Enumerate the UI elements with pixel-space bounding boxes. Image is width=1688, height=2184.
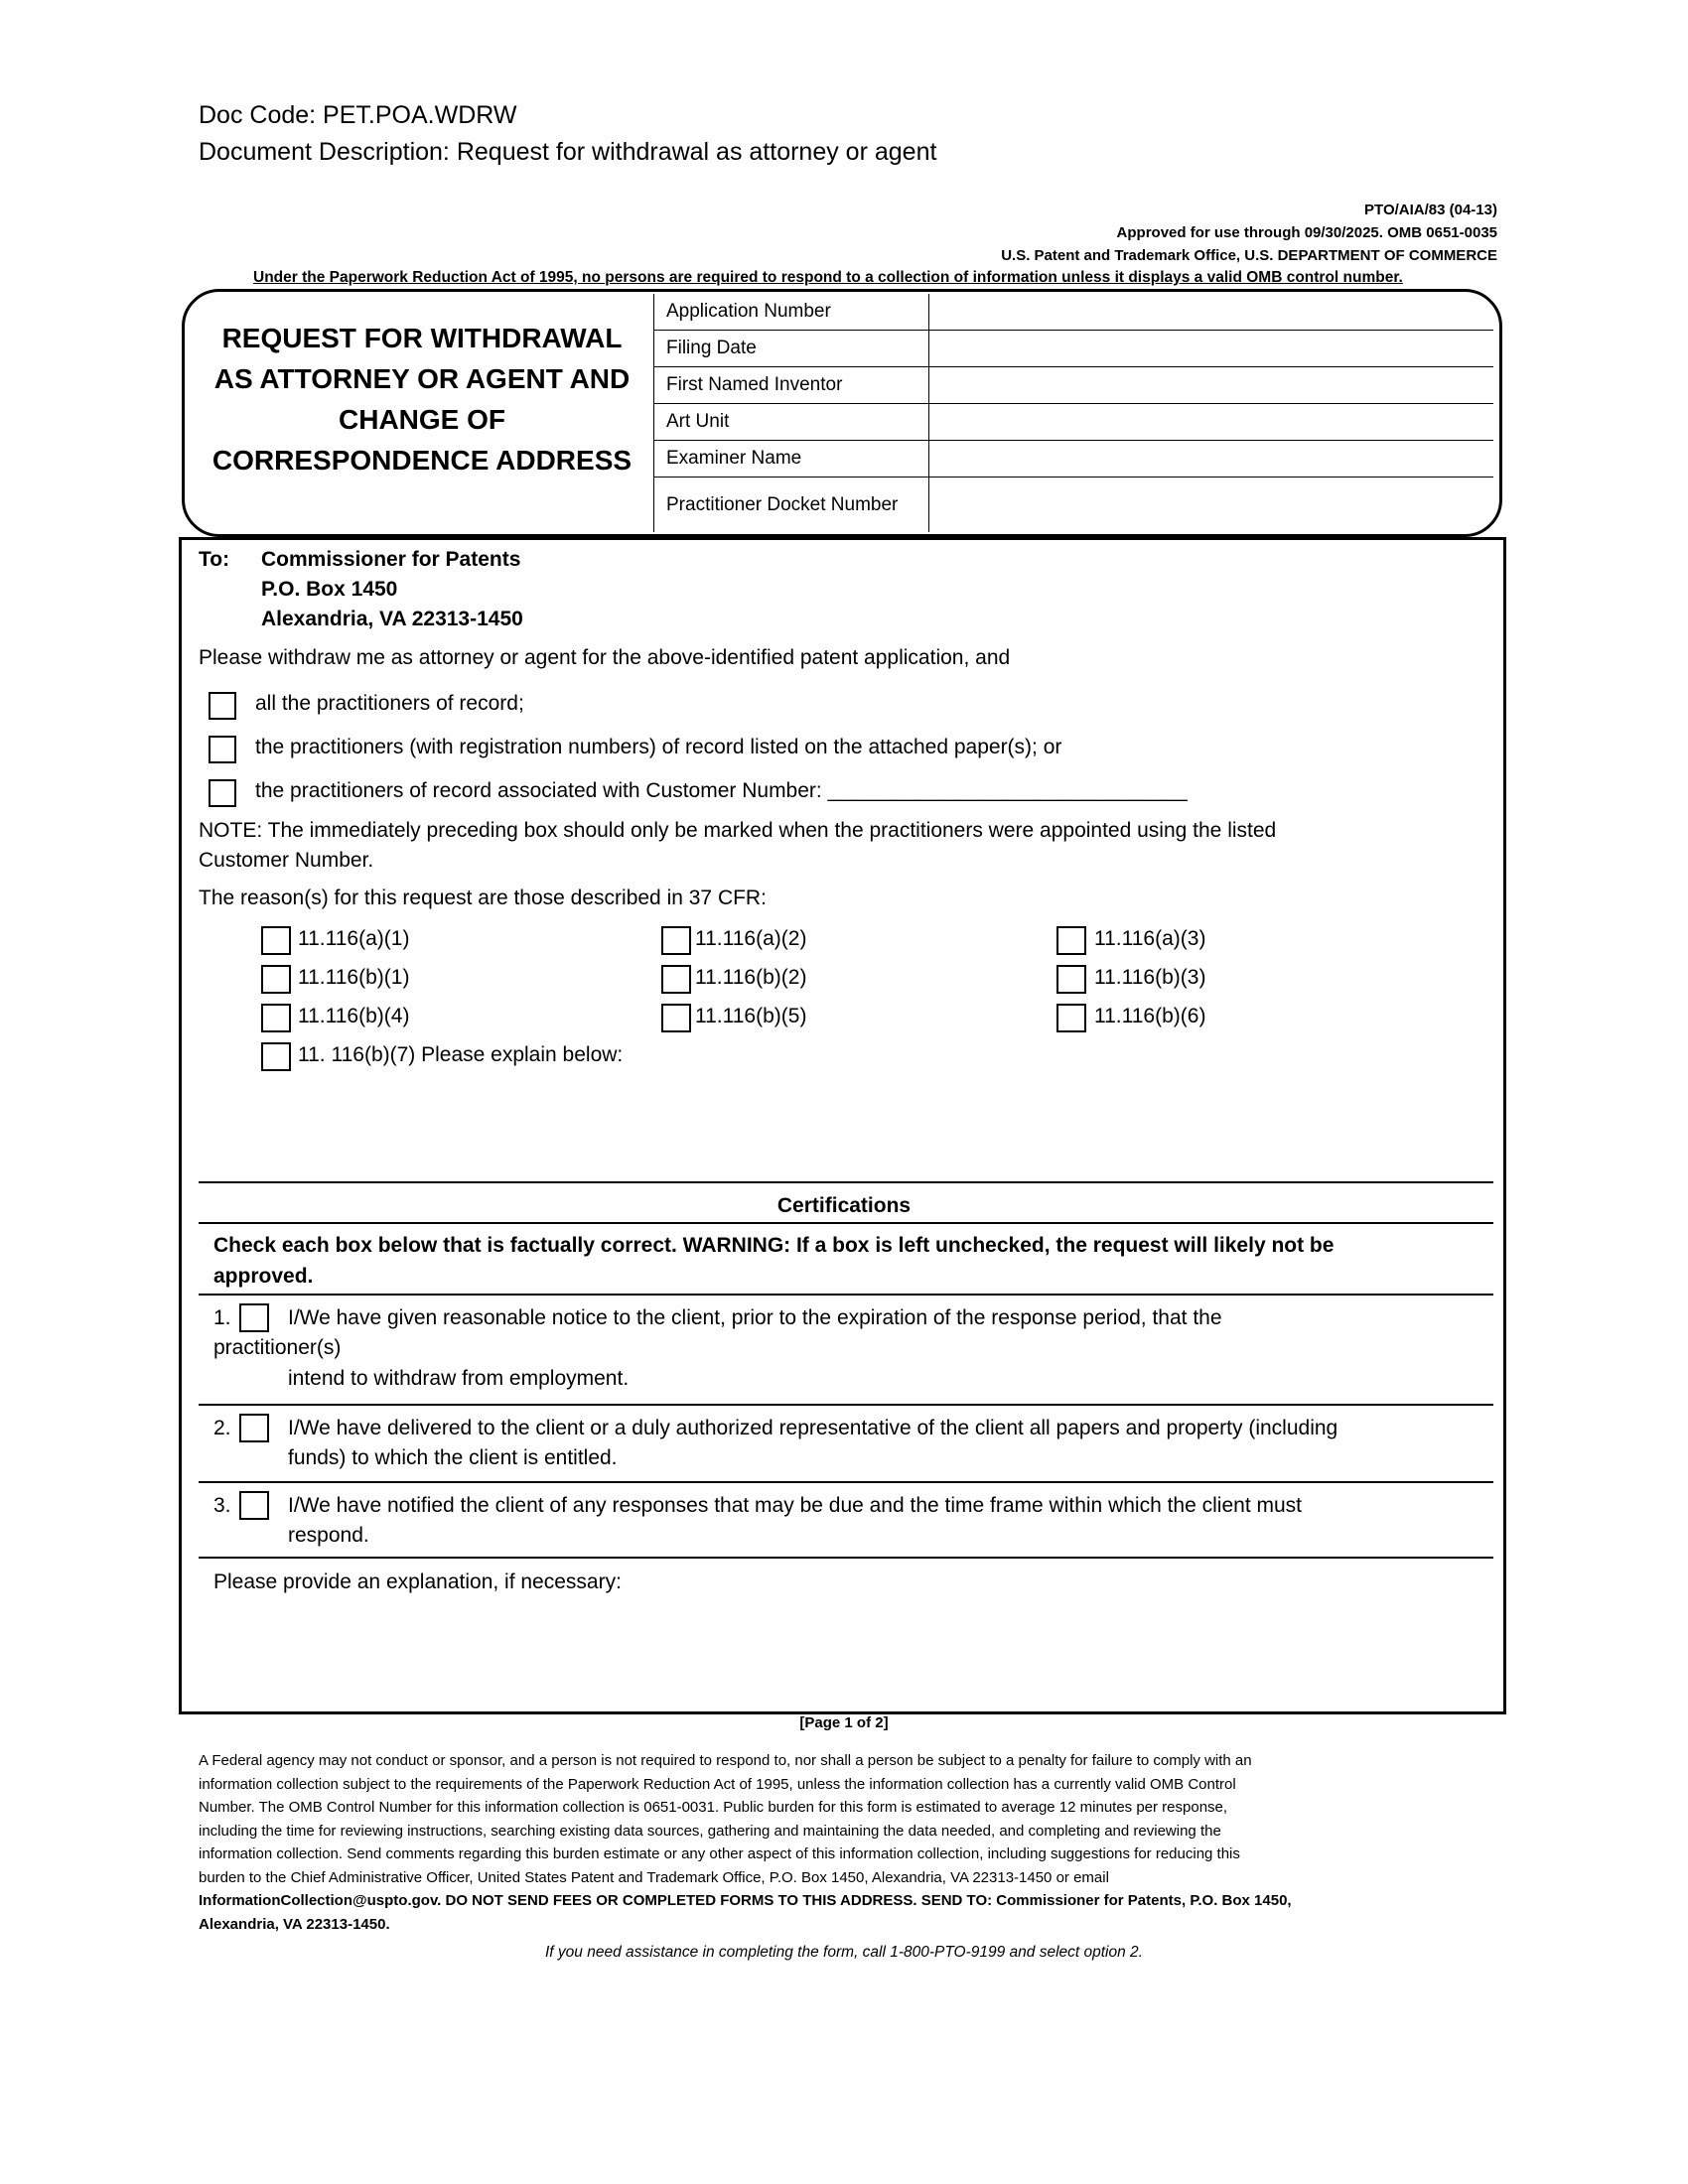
filing-date-field[interactable] <box>929 330 1494 366</box>
agency-line: U.S. Patent and Trademark Office, U.S. DEPARTMENT OF COMMERCE <box>1001 247 1497 264</box>
reason-a3-checkbox[interactable] <box>1056 926 1086 955</box>
reason-label: 11.116(a)(1) <box>298 927 410 950</box>
reason-label: 11. 116(b)(7) Please explain below: <box>298 1043 624 1066</box>
field-label: Filing Date <box>654 330 929 366</box>
paperwork-notice: Under the Paperwork Reduction Act of 1995, no persons are required to respond to a collection of information unless it displays a valid OMB control number. <box>253 269 1403 286</box>
field-label: Examiner Name <box>654 440 929 477</box>
assistance-line: If you need assistance in completing the form, call 1-800-PTO-9199 and select option 2. <box>545 1944 1143 1961</box>
id-row-first-named-inventor <box>654 366 1494 403</box>
id-row-practitioner-docket-number <box>654 477 1494 532</box>
page-indicator: [Page 1 of 2] <box>799 1714 889 1731</box>
address-line: Alexandria, VA 22313-1450 <box>261 608 523 630</box>
form-number: PTO/AIA/83 (04-13) <box>1364 202 1497 218</box>
title-line: AS ATTORNEY OR AGENT AND <box>213 363 631 394</box>
reason-b5-checkbox[interactable] <box>661 1004 691 1032</box>
cert-text: respond. <box>288 1524 369 1547</box>
cert-text: intend to withdraw from employment. <box>288 1367 630 1390</box>
reason-label: 11.116(b)(6) <box>1094 1005 1206 1027</box>
address-line: P.O. Box 1450 <box>261 578 398 601</box>
form-title <box>204 318 640 480</box>
withdraw-option-label: all the practitioners of record; <box>255 692 524 715</box>
doc-code: Doc Code: PET.POA.WDRW <box>199 101 517 129</box>
certification-explanation-area[interactable] <box>199 1603 1489 1703</box>
withdraw-option-label: the practitioners (with registration numbers) of record listed on the attached paper(s); or <box>255 736 1062 758</box>
reason-b3-checkbox[interactable] <box>1056 965 1086 994</box>
address-line: Commissioner for Patents <box>261 548 521 571</box>
withdraw-listed-checkbox[interactable] <box>209 736 236 763</box>
burden-line: Number. The OMB Control Number for this information collection is 0651-0031. Public burden for this form is estimated to average 12 minutes per response, <box>199 1799 1228 1816</box>
cert-text: I/We have delivered to the client or a duly authorized representative of the client all papers and property (including <box>288 1417 1338 1439</box>
reason-b7-checkbox[interactable] <box>261 1042 291 1071</box>
reason-label: 11.116(b)(5) <box>695 1005 807 1027</box>
cert-number: 1. <box>213 1306 231 1329</box>
burden-line: Alexandria, VA 22313-1450. <box>199 1915 390 1933</box>
cert-text: I/We have notified the client of any responses that may be due and the time frame within which the client must <box>288 1494 1302 1517</box>
first-named-inventor-field[interactable] <box>929 366 1494 403</box>
burden-statement <box>199 1749 1489 1936</box>
burden-line: including the time for reviewing instructions, searching existing data sources, gathering and maintaining the data needed, and completing and reviewing the <box>199 1822 1221 1840</box>
cert-text: funds) to which the client is entitled. <box>288 1446 618 1469</box>
reason-label: 11.116(b)(1) <box>298 966 410 989</box>
divider <box>199 1557 1493 1559</box>
cert-text: I/We have given reasonable notice to the client, prior to the expiration of the response period, that the <box>288 1306 1222 1329</box>
field-label: First Named Inventor <box>654 366 929 403</box>
burden-line: A Federal agency may not conduct or sponsor, and a person is not required to respond to, nor shall a person be subject to a penalty for failure to comply with an <box>199 1752 1252 1769</box>
field-label: Art Unit <box>654 403 929 440</box>
id-row-filing-date <box>654 330 1494 366</box>
reason-label: 11.116(a)(3) <box>1094 927 1206 950</box>
to-label: To: <box>199 548 230 571</box>
reason-label: 11.116(b)(3) <box>1094 966 1206 989</box>
doc-description: Document Description: Request for withdrawal as attorney or agent <box>199 138 937 166</box>
identification-table <box>653 294 1493 532</box>
burden-line: information collection. Send comments regarding this burden estimate or any other aspect of this information collection, including suggestions for reducing this <box>199 1845 1240 1862</box>
title-line: REQUEST FOR WITHDRAWAL <box>221 323 623 353</box>
withdraw-all-checkbox[interactable] <box>209 692 236 720</box>
reason-b2-checkbox[interactable] <box>661 965 691 994</box>
field-label: Practitioner Docket Number <box>654 477 929 532</box>
reason-b4-checkbox[interactable] <box>261 1004 291 1032</box>
withdraw-intro: Please withdraw me as attorney or agent for the above-identified patent application, and <box>199 646 1011 669</box>
cert-number: 2. <box>213 1417 231 1439</box>
cert-text: practitioner(s) <box>213 1336 342 1359</box>
reason-label: 11.116(b)(2) <box>695 966 807 989</box>
reason-b6-checkbox[interactable] <box>1056 1004 1086 1032</box>
art-unit-field[interactable] <box>929 403 1494 440</box>
divider <box>199 1222 1493 1224</box>
explanation-label: Please provide an explanation, if necessary: <box>213 1570 622 1593</box>
certifications-heading: Certifications <box>776 1194 912 1217</box>
examiner-name-field[interactable] <box>929 440 1494 477</box>
divider <box>199 1181 1493 1183</box>
cert-3-checkbox[interactable] <box>239 1491 269 1520</box>
divider <box>199 1404 1493 1406</box>
burden-line: InformationCollection@uspto.gov. DO NOT SEND FEES OR COMPLETED FORMS TO THIS ADDRESS. SEND TO: Commissioner for Patents, P.O. Box 1450, <box>199 1892 1292 1909</box>
warning-line: Check each box below that is factually correct. WARNING: If a box is left unchecked, the request will likely not be <box>213 1234 1335 1257</box>
approval-line: Approved for use through 09/30/2025. OMB 0651-0035 <box>1116 224 1497 241</box>
burden-line: burden to the Chief Administrative Officer, United States Patent and Trademark Office, P.O. Box 1450, Alexandria, VA 22313-1450 or email <box>199 1868 1109 1886</box>
application-number-field[interactable] <box>929 294 1494 330</box>
cert-1-checkbox[interactable] <box>239 1303 269 1332</box>
field-label: Application Number <box>654 294 929 330</box>
reason-label: 11.116(b)(4) <box>298 1005 410 1027</box>
reason-explanation-area[interactable] <box>199 1074 1489 1179</box>
note-line: NOTE: The immediately preceding box should only be marked when the practitioners were appointed using the listed <box>199 819 1277 842</box>
id-row-art-unit <box>654 403 1494 440</box>
cert-number: 3. <box>213 1494 231 1517</box>
withdraw-customer-number-checkbox[interactable] <box>209 779 236 807</box>
reason-b1-checkbox[interactable] <box>261 965 291 994</box>
reason-label: 11.116(a)(2) <box>695 927 807 950</box>
divider <box>199 1481 1493 1483</box>
note-line: Customer Number. <box>199 849 374 872</box>
id-row-examiner-name <box>654 440 1494 477</box>
practitioner-docket-number-field[interactable] <box>929 477 1494 532</box>
reason-a2-checkbox[interactable] <box>661 926 691 955</box>
id-row-application-number <box>654 294 1494 330</box>
burden-line: information collection subject to the requirements of the Paperwork Reduction Act of 1995, unless the information collection has a currently valid OMB Control <box>199 1775 1236 1793</box>
reasons-intro: The reason(s) for this request are those described in 37 CFR: <box>199 887 767 909</box>
cert-2-checkbox[interactable] <box>239 1414 269 1442</box>
warning-line: approved. <box>213 1265 314 1288</box>
title-line: CHANGE OF <box>339 404 505 435</box>
title-line: CORRESPONDENCE ADDRESS <box>211 445 633 476</box>
withdraw-option-label: the practitioners of record associated with Customer Number: _______________________________ <box>255 779 1188 802</box>
reason-a1-checkbox[interactable] <box>261 926 291 955</box>
divider <box>199 1294 1493 1296</box>
